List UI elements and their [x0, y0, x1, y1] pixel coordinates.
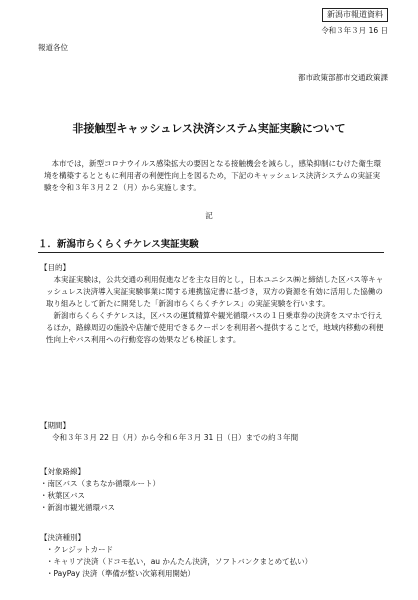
routes-label: 【対象路線】 — [40, 467, 85, 476]
intro-text: 本市では，新型コロナウイルス感染拡大の要因となる接触機会を減らし，感染抑制にむけた衛生環境を構築するとともに利用者の利便性向上を図るため，下記のキャッシュレス決済システムの実証実験を令和３年３月２２（月）から実施します。 — [44, 159, 382, 192]
period-section — [40, 420, 384, 444]
press-material-stamp: 新潟市報道資料 — [322, 8, 388, 22]
route-item: ・新潟市観光循環バス — [40, 503, 115, 512]
purpose-section — [40, 262, 384, 346]
payment-section — [40, 532, 384, 580]
payment-item: ・クレジットカード — [46, 545, 114, 554]
route-item: ・秋葉区バス — [40, 491, 85, 500]
issuing-department: 都市政策部都市交通政策課 — [298, 73, 388, 82]
purpose-paragraph-1-text: 本実証実験は，公共交通の利用促進などを主な目的とし，日本ユニシス㈱と締結した区バス等キャッシュレス決済導入実証実験事業に関する連携協定書に基づき，双方の資源を有効に活用した協働の取り組みとして新たに開発した「新潟市らくらくチケレス」の実証実験を行います。 — [46, 275, 384, 308]
period-label: 【期間】 — [40, 421, 70, 430]
ki-marker: 記 — [205, 211, 213, 220]
route-item: ・南区バス（まちなか循環ルート） — [40, 479, 160, 488]
purpose-label: 【目的】 — [40, 263, 70, 272]
payment-label: 【決済種別】 — [40, 533, 85, 542]
document-title: 非接触型キャッシュレス決済システム実証実験について — [72, 122, 346, 135]
purpose-paragraph-2 — [40, 310, 384, 346]
section-1-heading: １．新潟市らくらくチケレス実証実験 — [38, 236, 384, 253]
release-date: 令和３年３月 16 日 — [321, 26, 388, 35]
intro-paragraph — [44, 158, 384, 194]
payment-item: ・キャリア決済（ドコモ払い，au かんたん決済，ソフトバンクまとめて払い） — [46, 557, 313, 566]
purpose-paragraph-1 — [40, 274, 384, 310]
purpose-paragraph-2-text: 新潟市らくらくチケレスは，区バスの運賃精算や観光循環バスの１日乗車券の決済をスマホで行えるほか，路線周辺の施設や店舗で使用できるクーポンを利用者へ提供することで，地域内移動の利便性向上やバス利用への行動変容の効果なども検証します。 — [46, 311, 384, 344]
period-text: 令和３年３月 22 日（月）から令和６年３月 31 日（日）までの約３年間 — [52, 433, 299, 442]
addressee: 報道各位 — [38, 43, 68, 52]
routes-section — [40, 466, 384, 514]
payment-item: ・PayPay 決済（準備が整い次第利用開始） — [46, 569, 195, 578]
